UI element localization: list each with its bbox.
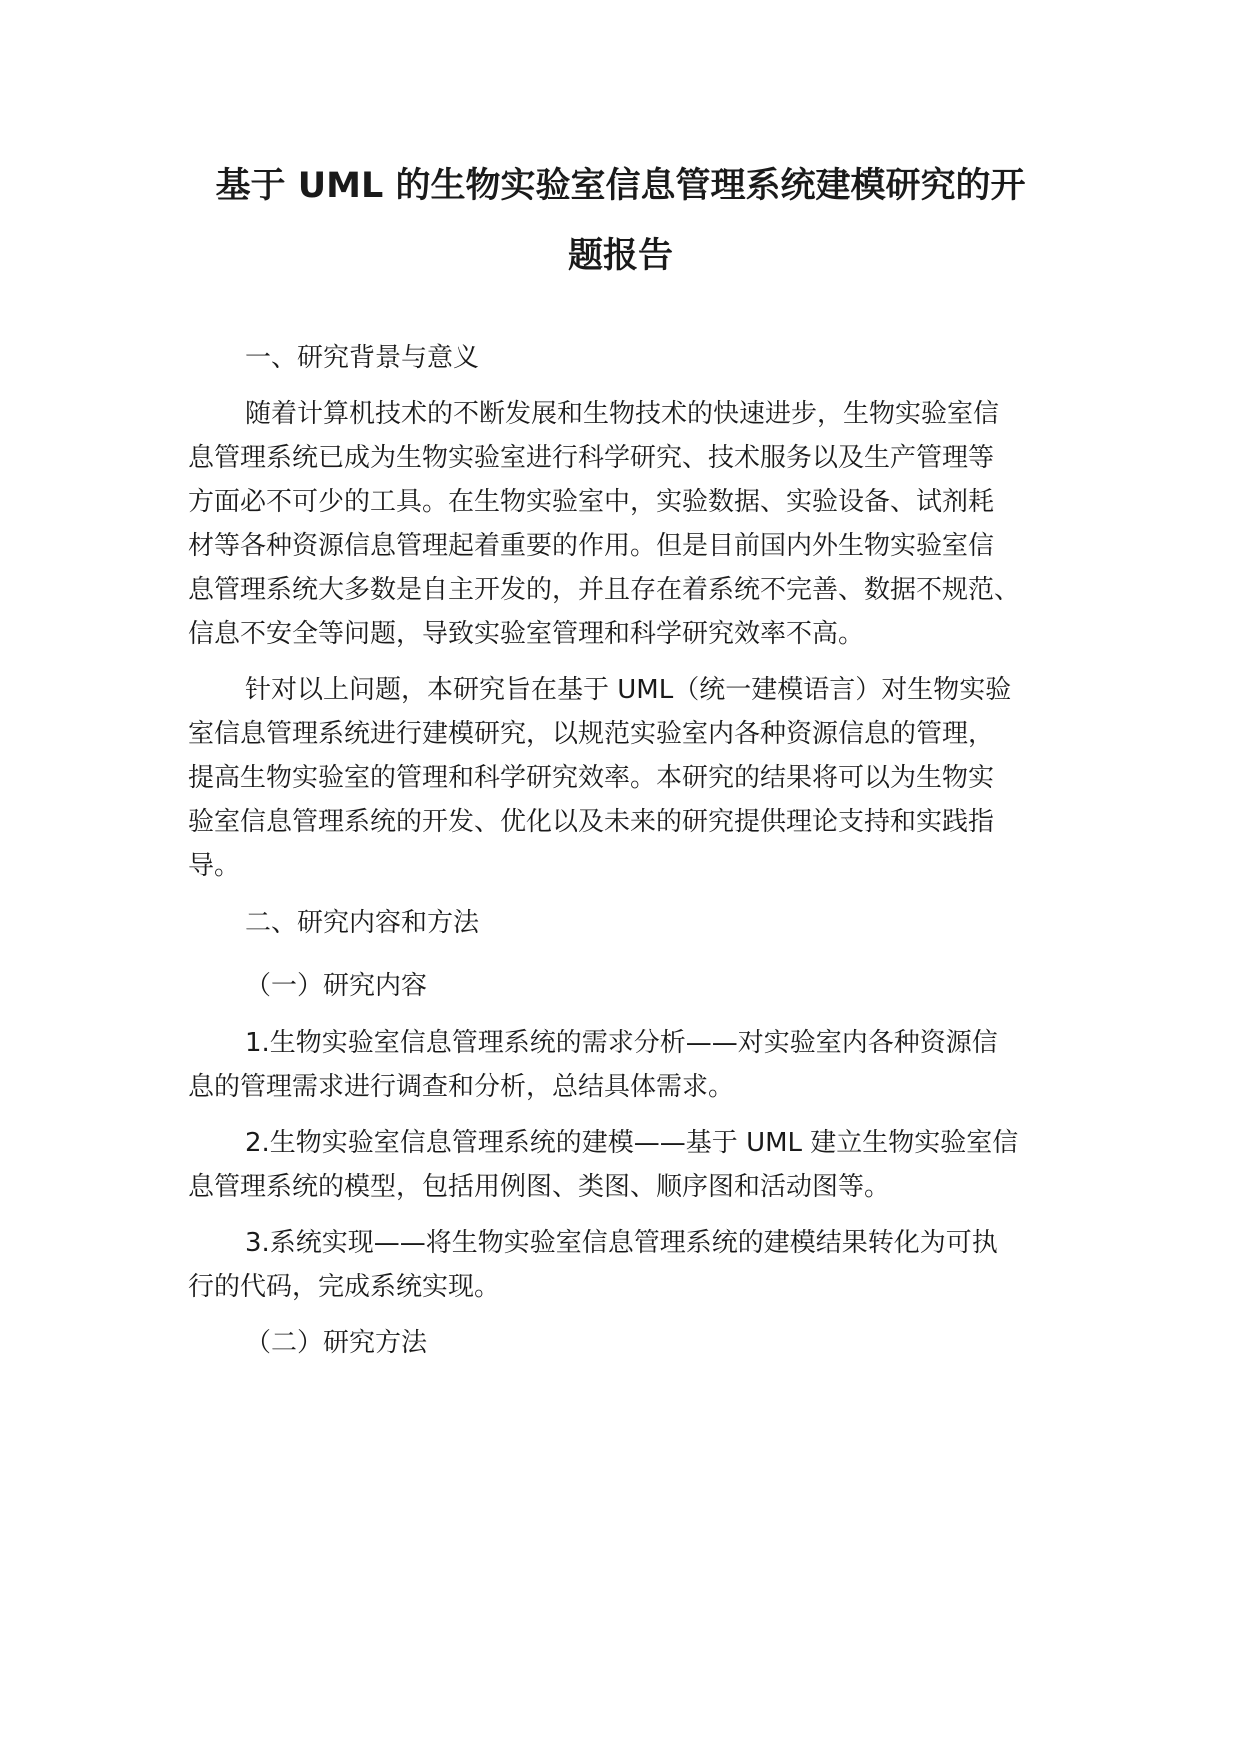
paragraph-line: 息管理系统已成为生物实验室进行科学研究、技术服务以及生产管理等 <box>188 443 995 473</box>
paragraph-line: 验室信息管理系统的开发、优化以及未来的研究提供理论支持和实践指 <box>188 807 995 837</box>
paragraph-line: 方面必不可少的工具。在生物实验室中，实验数据、实验设备、试剂耗 <box>188 487 995 517</box>
paragraph-line: 信息不安全等问题，导致实验室管理和科学研究效率不高。 <box>188 619 865 649</box>
paragraph-line: 1.生物实验室信息管理系统的需求分析——对实验室内各种资源信 <box>245 1028 998 1058</box>
section-1-heading: 一、研究背景与意义 <box>245 343 480 373</box>
paragraph-line: 随着计算机技术的不断发展和生物技术的快速进步，生物实验室信 <box>245 399 1000 429</box>
document-title-line-1: 基于 UML 的生物实验室信息管理系统建模研究的开 <box>215 166 1026 206</box>
section-2-heading: 二、研究内容和方法 <box>245 908 480 938</box>
paragraph-line: 提高生物实验室的管理和科学研究效率。本研究的结果将可以为生物实 <box>188 763 995 793</box>
paragraph-line: 室信息管理系统进行建模研究，以规范实验室内各种资源信息的管理， <box>188 719 995 749</box>
paragraph-line: 3.系统实现——将生物实验室信息管理系统的建模结果转化为可执 <box>245 1228 998 1258</box>
subsection-research-content-heading: （一）研究内容 <box>245 971 428 1001</box>
paragraph-line: 息管理系统的模型，包括用例图、类图、顺序图和活动图等。 <box>188 1172 891 1202</box>
paragraph-line: 材等各种资源信息管理起着重要的作用。但是目前国内外生物实验室信 <box>188 531 995 561</box>
paragraph-line: 息的管理需求进行调查和分析，总结具体需求。 <box>188 1072 735 1102</box>
subsection-research-method-heading: （二）研究方法 <box>245 1328 428 1358</box>
paragraph-line: 息管理系统大多数是自主开发的，并且存在着系统不完善、数据不规范、 <box>188 575 1021 605</box>
paragraph-line: 导。 <box>188 851 241 881</box>
document-title-line-2: 题报告 <box>567 236 673 276</box>
paragraph-line: 2.生物实验室信息管理系统的建模——基于 UML 建立生物实验室信 <box>245 1128 1019 1158</box>
paragraph-line: 针对以上问题，本研究旨在基于 UML（统一建模语言）对生物实验 <box>245 675 1012 705</box>
paragraph-line: 行的代码，完成系统实现。 <box>188 1272 501 1302</box>
